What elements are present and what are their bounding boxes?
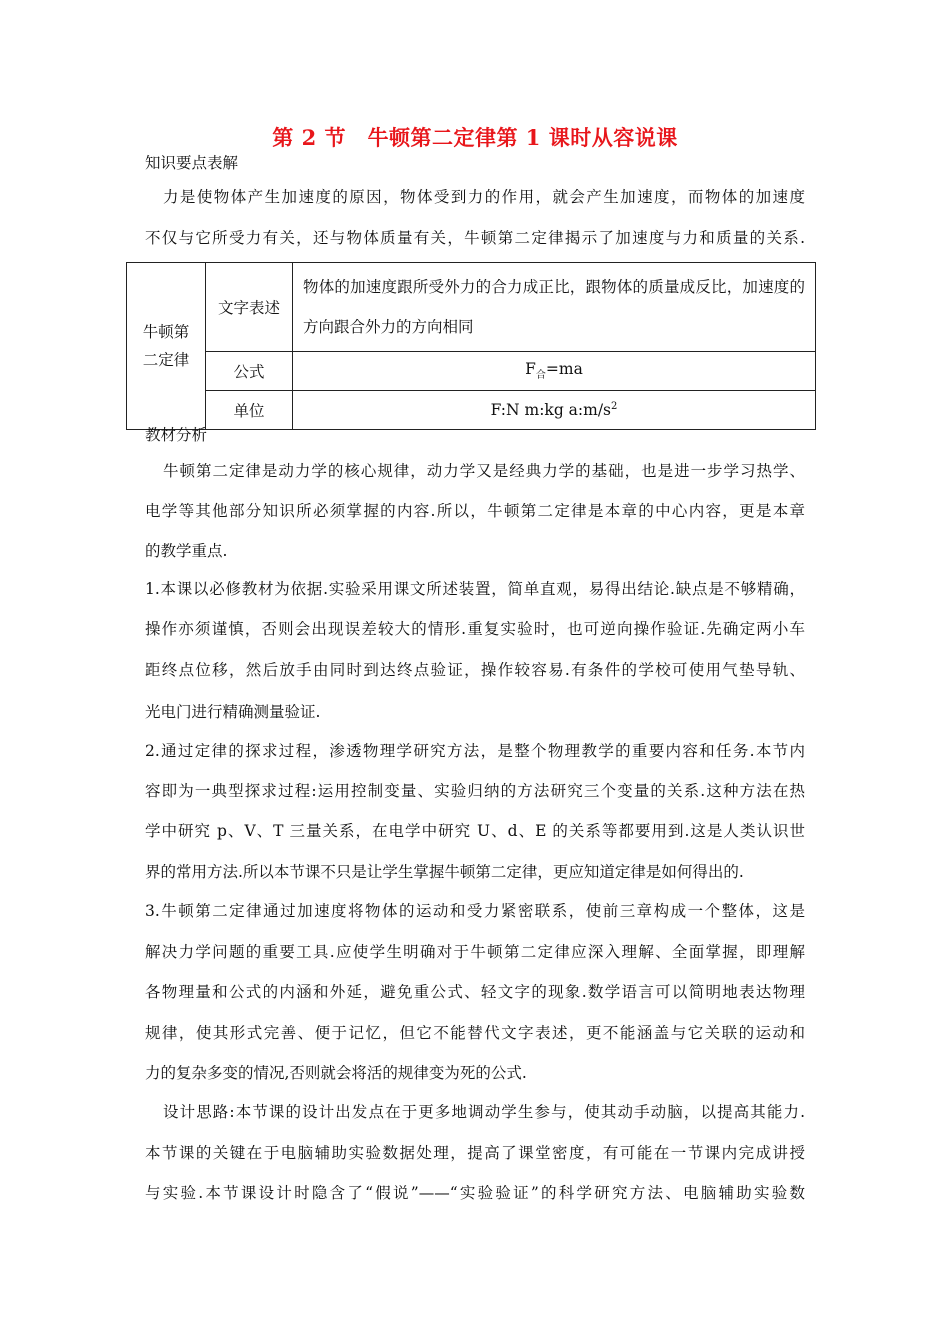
paragraph-line: 力的复杂多变的情况,否则就会将活的规律变为死的公式. (145, 1064, 527, 1082)
paragraph-line: 3.牛顿第二定律通过加速度将物体的运动和受力紧密联系，使前三章构成一个整体，这是 (145, 902, 805, 920)
law-units: F:N m:kg $a:m/s^2$ (293, 391, 816, 430)
paragraph-line: 本节课的关键在于电脑辅助实验数据处理，提高了课堂密度，有可能在一节课内完成讲授 (145, 1144, 805, 1162)
paragraph-line: 不仅与它所受力有关，还与物体质量有关，牛顿第二定律揭示了加速度与力和质量的关系. (145, 229, 805, 247)
row-head-unit: 单位 (206, 391, 293, 430)
document-title: 第 2 节 牛顿第二定律第 1 课时从容说课 (272, 125, 678, 150)
law-name-cell (127, 263, 206, 430)
paragraph-line: 容即为一典型探求过程:运用控制变量、实验归纳的方法研究三个变量的关系.这种方法在热 (145, 782, 805, 800)
paragraph-line: 力是使物体产生加速度的原因，物体受到力的作用，就会产生加速度，而物体的加速度 (163, 188, 805, 206)
row-head-text: 文字表述 (206, 263, 293, 352)
paragraph-line: 界的常用方法.所以本节课不只是让学生掌握牛顿第二定律，更应知道定律是如何得出的. (145, 863, 744, 881)
law-name: 牛顿第二定律 (142, 323, 190, 369)
paragraph-line: 光电门进行精确测量验证. (145, 703, 321, 721)
paragraph-line: 电学等其他部分知识所必须掌握的内容.所以，牛顿第二定律是本章的中心内容，更是本章 (145, 502, 805, 520)
paragraph-line: 各物理量和公式的内涵和外延，避免重公式、轻文字的现象.数学语言可以简明地表达物理 (145, 983, 805, 1001)
paragraph-line: 距终点位移，然后放手由同时到达终点验证，操作较容易.有条件的学校可使用气垫导轨、 (145, 661, 805, 679)
section-heading-analysis: 教材分析 (145, 426, 208, 444)
paragraph-line: 规律，使其形式完善、便于记忆，但它不能替代文字表述，更不能涵盖与它关联的运动和 (145, 1024, 805, 1042)
law-formula: $F_合=ma$ (293, 352, 816, 391)
paragraph-line: 学中研究 p、V、T 三量关系，在电学中研究 U、d、E 的关系等都要用到.这是人类认识世 (145, 822, 805, 840)
paragraph-line: 牛顿第二定律是动力学的核心规律，动力学又是经典力学的基础，也是进一步学习热学、 (163, 462, 805, 480)
paragraph-line: 设计思路:本节课的设计出发点在于更多地调动学生参与，使其动手动脑，以提高其能力. (163, 1103, 805, 1121)
paragraph-line: 2.通过定律的探求过程，渗透物理学研究方法，是整个物理教学的重要内容和任务.本节内 (145, 742, 805, 760)
row-head-formula: 公式 (206, 352, 293, 391)
paragraph-line: 的教学重点. (145, 542, 228, 560)
paragraph-line: 解决力学问题的重要工具.应使学生明确对于牛顿第二定律应深入理解、全面掌握，即理解 (145, 943, 805, 961)
paragraph-line: 与实验.本节课设计时隐含了“假说”——“实验验证”的科学研究方法、电脑辅助实验数 (145, 1184, 805, 1202)
law-summary-table (126, 262, 816, 430)
law-statement: 物体的加速度跟所受外力的合力成正比，跟物体的质量成反比，加速度的方向跟合外力的方向相同 (293, 263, 816, 352)
section-heading-knowledge: 知识要点表解 (145, 154, 239, 172)
paragraph-line: 1.本课以必修教材为依据.实验采用课文所述装置，简单直观，易得出结论.缺点是不够精确， (145, 580, 805, 598)
paragraph-line: 操作亦须谨慎，否则会出现误差较大的情形.重复实验时，也可逆向操作验证.先确定两小车 (145, 620, 805, 638)
